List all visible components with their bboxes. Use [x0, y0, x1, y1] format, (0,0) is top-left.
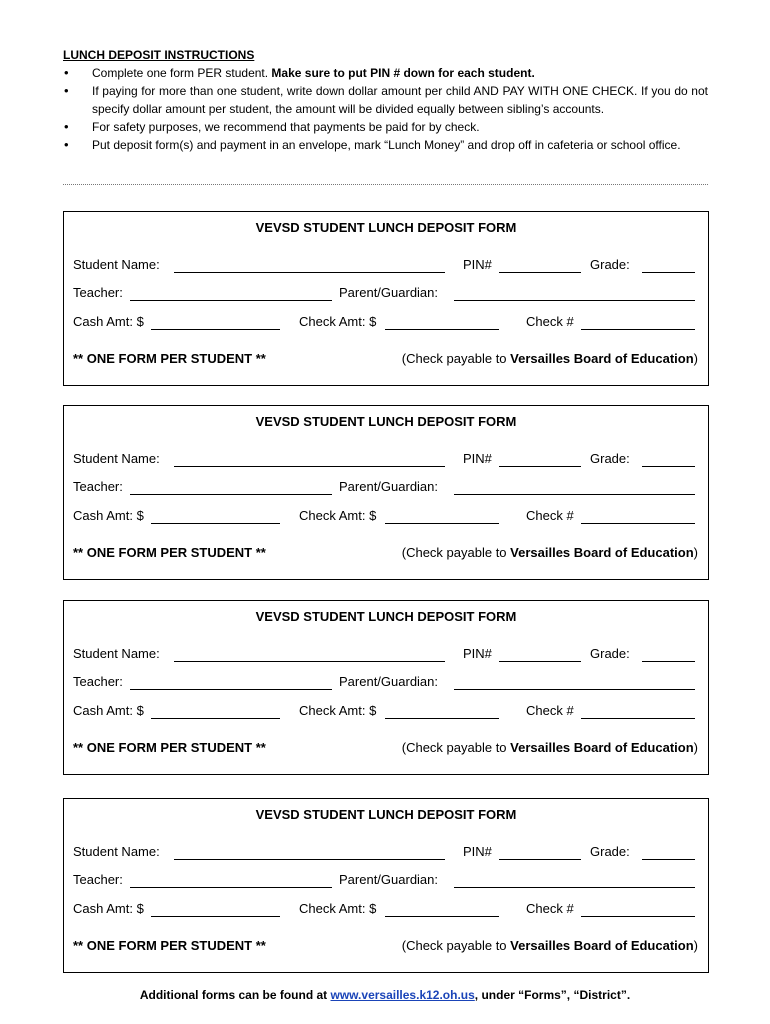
student-name-label: Student Name:	[73, 844, 160, 859]
lunch-deposit-form	[63, 798, 709, 973]
teacher-field[interactable]	[130, 300, 332, 301]
teacher-field[interactable]	[130, 887, 332, 888]
grade-label: Grade:	[590, 844, 630, 859]
check-number-field[interactable]	[581, 523, 695, 524]
check-amount-field[interactable]	[385, 718, 499, 719]
check-amount-field[interactable]	[385, 916, 499, 917]
pin-field[interactable]	[499, 661, 581, 662]
footer-note: Additional forms can be found at www.versailles.k12.oh.us, under “Forms”, “District”.	[139, 988, 631, 1002]
check-number-field[interactable]	[581, 718, 695, 719]
pin-field[interactable]	[499, 466, 581, 467]
pin-label: PIN#	[463, 646, 492, 661]
check-amount-label: Check Amt: $	[299, 703, 377, 718]
grade-label: Grade:	[590, 257, 630, 272]
check-number-field[interactable]	[581, 329, 695, 330]
parent-field[interactable]	[454, 689, 695, 690]
student-name-field[interactable]	[174, 661, 445, 662]
instructions-list	[63, 64, 708, 154]
check-number-field[interactable]	[581, 916, 695, 917]
cash-amount-label: Cash Amt: $	[73, 314, 144, 329]
lunch-deposit-form	[63, 405, 709, 580]
check-number-label: Check #	[526, 508, 574, 523]
cash-amount-field[interactable]	[151, 523, 280, 524]
grade-field[interactable]	[642, 859, 695, 860]
pin-label: PIN#	[463, 257, 492, 272]
one-form-note: ** ONE FORM PER STUDENT **	[73, 351, 266, 366]
parent-label: Parent/Guardian:	[339, 674, 439, 689]
district-link[interactable]: www.versailles.k12.oh.us	[330, 988, 475, 1002]
parent-field[interactable]	[454, 887, 695, 888]
grade-label: Grade:	[590, 451, 630, 466]
lunch-deposit-form	[63, 600, 709, 775]
cash-amount-label: Cash Amt: $	[73, 508, 144, 523]
pin-field[interactable]	[499, 272, 581, 273]
instructions-title: LUNCH DEPOSIT INSTRUCTIONS	[63, 48, 255, 62]
cut-line	[63, 184, 708, 185]
one-form-note: ** ONE FORM PER STUDENT **	[73, 545, 266, 560]
cash-amount-field[interactable]	[151, 718, 280, 719]
student-name-field[interactable]	[174, 272, 445, 273]
check-payable-note: (Check payable to Versailles Board of Education)	[401, 545, 698, 560]
parent-field[interactable]	[454, 300, 695, 301]
check-amount-label: Check Amt: $	[299, 508, 377, 523]
pin-label: PIN#	[463, 451, 492, 466]
parent-label: Parent/Guardian:	[339, 285, 439, 300]
teacher-label: Teacher:	[73, 872, 123, 887]
instruction-item: • Complete one form PER student. Make sure to put PIN # down for each student.	[63, 64, 708, 82]
check-number-label: Check #	[526, 901, 574, 916]
instruction-item: • If paying for more than one student, write down dollar amount per child AND PAY WITH ONE CHECK. If you do not specify dollar amount per student, the amount will be divided equally between sibling’s accounts.	[63, 82, 708, 118]
student-name-label: Student Name:	[73, 257, 160, 272]
cash-amount-field[interactable]	[151, 329, 280, 330]
teacher-label: Teacher:	[73, 674, 123, 689]
form-title: VEVSD STUDENT LUNCH DEPOSIT FORM	[255, 220, 517, 235]
cash-amount-label: Cash Amt: $	[73, 703, 144, 718]
check-amount-label: Check Amt: $	[299, 901, 377, 916]
teacher-label: Teacher:	[73, 285, 123, 300]
student-name-label: Student Name:	[73, 451, 160, 466]
form-title: VEVSD STUDENT LUNCH DEPOSIT FORM	[255, 609, 517, 624]
pin-label: PIN#	[463, 844, 492, 859]
check-number-label: Check #	[526, 703, 574, 718]
one-form-note: ** ONE FORM PER STUDENT **	[73, 938, 266, 953]
check-payable-note: (Check payable to Versailles Board of Education)	[401, 740, 698, 755]
parent-field[interactable]	[454, 494, 695, 495]
parent-label: Parent/Guardian:	[339, 872, 439, 887]
check-payable-note: (Check payable to Versailles Board of Education)	[401, 938, 698, 953]
teacher-label: Teacher:	[73, 479, 123, 494]
check-amount-field[interactable]	[385, 523, 499, 524]
grade-field[interactable]	[642, 272, 695, 273]
teacher-field[interactable]	[130, 689, 332, 690]
check-number-label: Check #	[526, 314, 574, 329]
grade-field[interactable]	[642, 466, 695, 467]
instructions	[63, 46, 708, 154]
check-payable-note: (Check payable to Versailles Board of Education)	[401, 351, 698, 366]
pin-field[interactable]	[499, 859, 581, 860]
form-title: VEVSD STUDENT LUNCH DEPOSIT FORM	[255, 807, 517, 822]
instruction-item: • Put deposit form(s) and payment in an envelope, mark “Lunch Money” and drop off in cafeteria or school office.	[63, 136, 708, 154]
grade-label: Grade:	[590, 646, 630, 661]
check-amount-field[interactable]	[385, 329, 499, 330]
cash-amount-field[interactable]	[151, 916, 280, 917]
grade-field[interactable]	[642, 661, 695, 662]
student-name-field[interactable]	[174, 859, 445, 860]
cash-amount-label: Cash Amt: $	[73, 901, 144, 916]
teacher-field[interactable]	[130, 494, 332, 495]
instruction-item: • For safety purposes, we recommend that payments be paid for by check.	[63, 118, 708, 136]
lunch-deposit-form	[63, 211, 709, 386]
form-title: VEVSD STUDENT LUNCH DEPOSIT FORM	[255, 414, 517, 429]
student-name-field[interactable]	[174, 466, 445, 467]
check-amount-label: Check Amt: $	[299, 314, 377, 329]
one-form-note: ** ONE FORM PER STUDENT **	[73, 740, 266, 755]
parent-label: Parent/Guardian:	[339, 479, 439, 494]
student-name-label: Student Name:	[73, 646, 160, 661]
